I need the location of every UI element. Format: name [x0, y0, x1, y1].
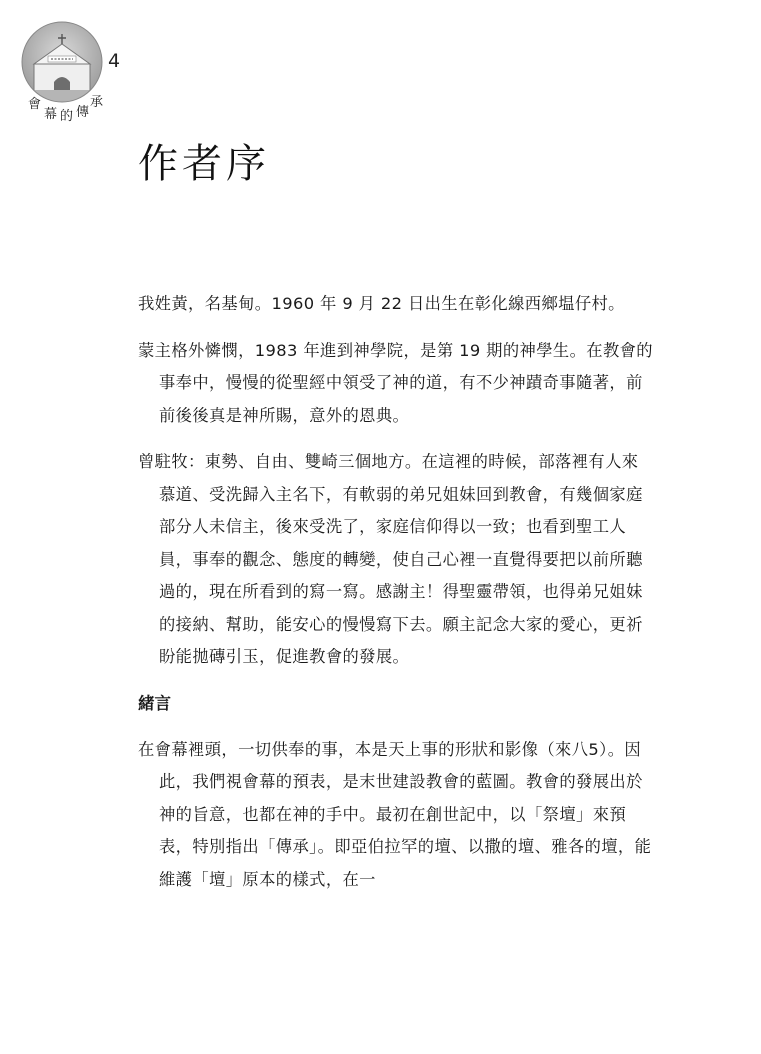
series-char: 幕	[44, 107, 58, 122]
series-char: 傳	[76, 105, 90, 120]
series-char: 會	[28, 97, 42, 112]
series-char: 承	[90, 95, 104, 110]
paragraph: 蒙主格外憐憫，1983 年進到神學院，是第 19 期的神學生。在教會的事奉中，慢慢的從聖經中領受了神的道，有不少神蹟奇事隨著，前前後後真是神所賜，意外的恩典。	[138, 340, 653, 425]
body-content	[138, 288, 654, 910]
page-number: 4	[108, 50, 121, 72]
paragraph: 在會幕裡頭，一切供奉的事，本是天上事的形狀和影像（來八5）。因此，我們視會幕的預表，是末世建設教會的藍圖。教會的發展出於神的旨意，也都在神的手中。最初在創世記中，以「祭壇」來預表，特別指出「傳承」。即亞伯拉罕的壇、以撒的壇、雅各的壇，能維護「壇」原本的樣式，在一	[138, 739, 652, 889]
series-title	[14, 70, 124, 130]
page-title: 作者序	[138, 141, 270, 187]
paragraph: 曾駐牧：東勢、自由、雙崎三個地方。在這裡的時候，部落裡有人來慕道、受洗歸入主名下，有軟弱的弟兄姐妹回到教會，有幾個家庭部分人未信主，後來受洗了，家庭信仰得以一致；也看到聖工人員，事奉的觀念、態度的轉變，使自己心裡一直覺得要把以前所聽過的，現在所看到的寫一寫。感謝主！得聖靈帶領，也得弟兄姐妹的接納、幫助，能安心的慢慢寫下去。願主記念大家的愛心，更祈盼能拋磚引玉，促進教會的發展。	[138, 452, 643, 666]
series-char: 的	[60, 109, 74, 124]
paragraph: 我姓黃，名基甸。1960 年 9 月 22 日出生在彰化線西鄉塭仔村。	[138, 294, 625, 313]
section-heading: 緒言	[138, 693, 171, 713]
